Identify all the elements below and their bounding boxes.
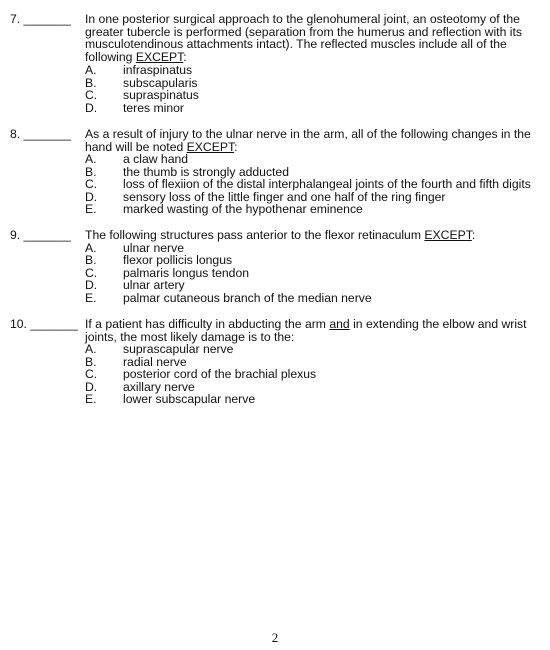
option-text: posterior cord of the brachial plexus bbox=[123, 367, 317, 381]
option-text: axillary nerve bbox=[123, 379, 195, 394]
answer-options bbox=[85, 153, 545, 216]
answer-option-a bbox=[85, 153, 545, 166]
question-stem bbox=[85, 128, 545, 153]
question-stem bbox=[85, 13, 545, 63]
option-letter: D. bbox=[85, 379, 98, 394]
answer-options bbox=[85, 343, 545, 406]
option-text: ulnar artery bbox=[123, 278, 185, 292]
option-text: suprascapular nerve bbox=[123, 342, 234, 356]
option-text: sensory loss of the little finger and one half of the ring finger bbox=[123, 189, 446, 204]
stem-text-end: : bbox=[183, 49, 187, 64]
option-letter: E. bbox=[85, 290, 97, 305]
answer-option-a bbox=[85, 64, 545, 77]
option-letter: A. bbox=[85, 342, 97, 356]
stem-emphasis: EXCEPT bbox=[424, 228, 472, 242]
option-text: a claw hand bbox=[123, 152, 189, 166]
option-letter: B. bbox=[85, 354, 97, 369]
option-text: teres minor bbox=[123, 100, 184, 115]
answer-option-c bbox=[85, 89, 545, 102]
option-letter: D. bbox=[85, 100, 98, 115]
stem-text: If a patient has difficulty in abducting the arm bbox=[85, 317, 330, 331]
answer-option-a bbox=[85, 343, 545, 356]
page-number: 2 bbox=[271, 630, 279, 645]
question-number: 7. _______ bbox=[10, 12, 71, 26]
question-number: 10. _______ bbox=[10, 317, 78, 331]
option-letter: A. bbox=[85, 63, 97, 77]
option-text: supraspinatus bbox=[123, 88, 199, 102]
option-letter: A. bbox=[85, 240, 97, 255]
option-letter: B. bbox=[85, 253, 97, 267]
answer-option-c bbox=[85, 178, 545, 191]
option-letter: C. bbox=[85, 177, 98, 191]
stem-text: As a result of injury to the ulnar nerve in the arm, all of the following changes in the hand will be noted bbox=[85, 127, 531, 154]
option-letter: C. bbox=[85, 88, 98, 102]
option-text: palmaris longus tendon bbox=[123, 265, 250, 280]
stem-text-end: : bbox=[234, 139, 238, 154]
option-text: flexor pollicis longus bbox=[123, 253, 233, 267]
stem-emphasis: and bbox=[329, 317, 350, 331]
answer-option-e bbox=[85, 203, 545, 216]
stem-text: The following structures pass anterior to the flexor retinaculum bbox=[85, 228, 425, 242]
option-letter: C. bbox=[85, 265, 98, 280]
stem-emphasis: EXCEPT bbox=[135, 49, 184, 64]
option-text: infraspinatus bbox=[123, 63, 193, 77]
question-stem bbox=[85, 318, 545, 343]
option-text: radial nerve bbox=[123, 354, 187, 369]
answer-option-d bbox=[85, 102, 545, 115]
option-letter: D. bbox=[85, 189, 98, 204]
option-text: marked wasting of the hypothenar eminence bbox=[123, 202, 363, 216]
option-text: palmar cutaneous branch of the median nerve bbox=[123, 290, 372, 305]
option-letter: E. bbox=[85, 392, 97, 406]
answer-option-c bbox=[85, 368, 545, 381]
option-text: subscapularis bbox=[123, 75, 198, 90]
option-letter: E. bbox=[85, 202, 97, 216]
stem-text-end: : bbox=[471, 228, 476, 242]
option-text: the thumb is strongly adducted bbox=[123, 164, 289, 179]
answer-option-e bbox=[85, 393, 545, 406]
question-number: 8. _______ bbox=[10, 127, 71, 141]
option-text: ulnar nerve bbox=[123, 240, 184, 255]
answer-option-e bbox=[85, 292, 545, 305]
option-letter: B. bbox=[85, 75, 97, 90]
answer-option-b bbox=[85, 254, 545, 267]
option-letter: A. bbox=[85, 152, 97, 166]
stem-emphasis: EXCEPT bbox=[186, 139, 235, 154]
answer-option-d bbox=[85, 279, 545, 292]
question-stem bbox=[85, 229, 545, 242]
question-number: 9. _______ bbox=[10, 228, 71, 242]
answer-options bbox=[85, 242, 545, 305]
answer-options bbox=[85, 64, 545, 114]
option-text: lower subscapular nerve bbox=[123, 392, 256, 406]
option-letter: D. bbox=[85, 278, 98, 292]
option-letter: C. bbox=[85, 367, 98, 381]
option-text: loss of flexiion of the distal interphalangeal joints of the fourth and fifth digits bbox=[123, 177, 531, 191]
stem-text-end: in extending the elbow and wrist joints, the most likely damage is to the: bbox=[85, 317, 527, 344]
stem-text: In one posterior surgical approach to the glenohumeral joint, an osteotomy of the greater tubercle is performed (separation from the humerus and reflection with its musculotendinous attachments intact). The reflected muscles include all of the following bbox=[85, 12, 522, 64]
option-letter: B. bbox=[85, 164, 97, 179]
